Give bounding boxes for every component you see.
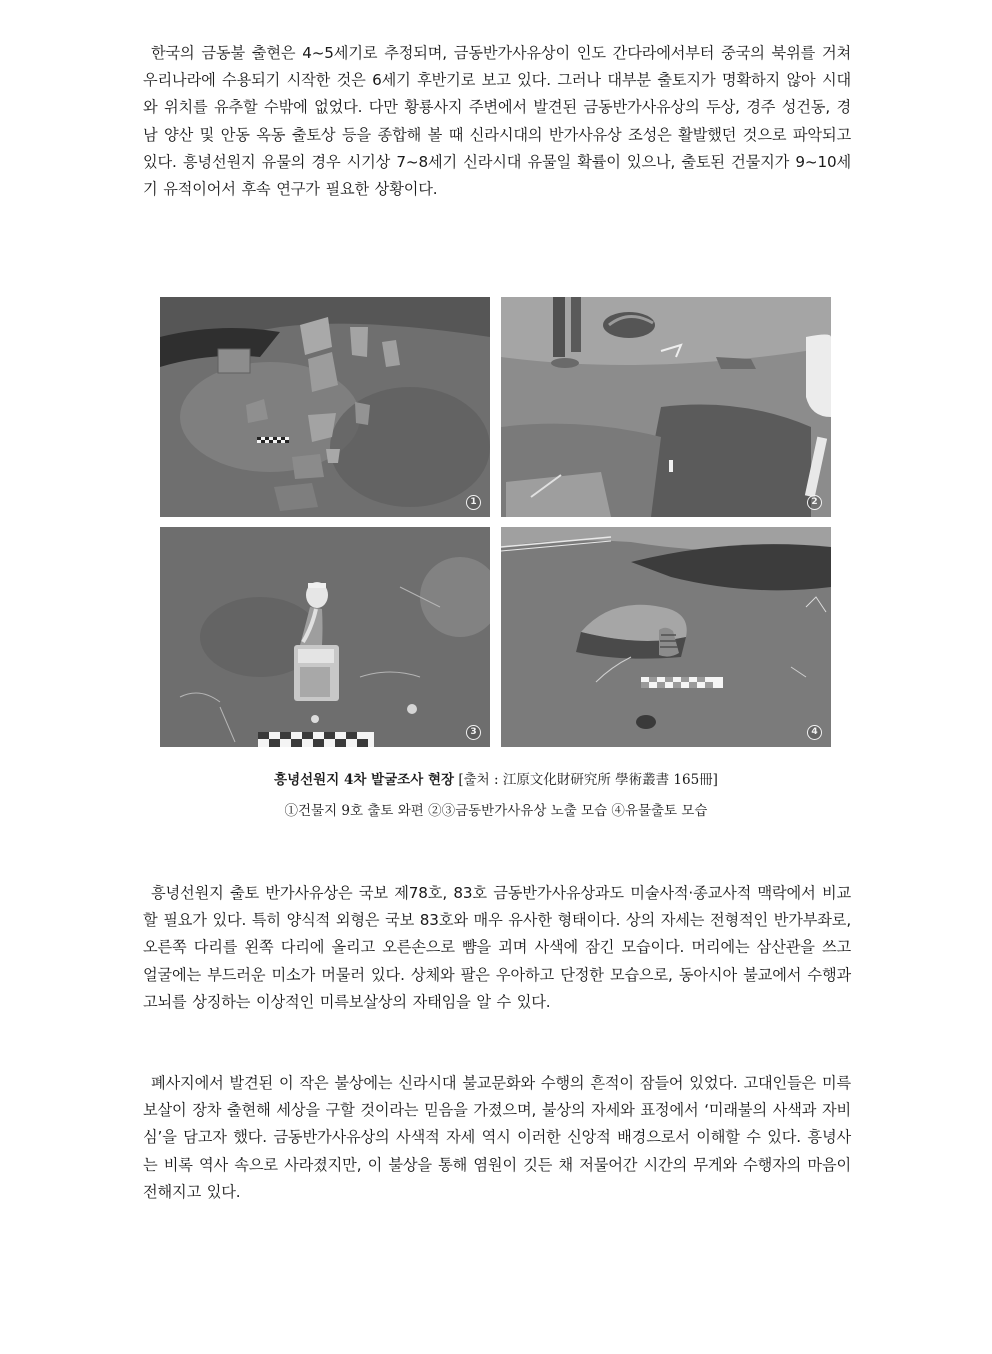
body-paragraph-2	[143, 880, 851, 1016]
excavation-photo-figure	[160, 297, 831, 747]
paragraph-text: 폐사지에서 발견된 이 작은 불상에는 신라시대 불교문화와 수행의 흔적이 잠들어 있었다. 고대인들은 미륵보살이 장차 출현해 세상을 구할 것이라는 믿음을 가졌으며, 불상의 자세와 표정에서 ‘미래불의 사색과 자비심’을 담고자 했다. 금동반가사유상의 사색적 자세 역시 이러한 신앙적 배경으로서 이해할 수 있다. 흥녕사는 비록 역사 속으로 사라졌지만, 이 불상을 통해 염원이 깃든 채 저물어간 시간의 무게와 수행자의 마음이 전해지고 있다.	[143, 1074, 851, 1201]
photo-image	[160, 527, 490, 747]
scale-bar	[641, 677, 723, 688]
photo-image	[160, 297, 490, 517]
scale-bar	[258, 732, 374, 747]
photo-image	[501, 297, 831, 517]
caption-title: 흥녕선원지 4차 발굴조사 현장	[274, 772, 455, 788]
caption-source: [출처 : 江原文化財研究所 學術叢書 165冊]	[458, 772, 718, 788]
figure-caption-legend	[0, 799, 992, 819]
paragraph-text: 흥녕선원지 출토 반가사유상은 국보 제78호, 83호 금동반가사유상과도 미술사적·종교사적 맥락에서 비교할 필요가 있다. 특히 양식적 외형은 국보 83호와 매우 유사한 형태이다. 상의 자세는 전형적인 반가부좌로, 오른쪽 다리를 왼쪽 다리에 올리고 오른손으로 뺨을 괴며 사색에 잠긴 모습이다. 머리에는 삼산관을 쓰고 얼굴에는 부드러운 미소가 머물러 있다. 상체와 팔은 우아하고 단정한 모습으로, 동아시아 불교에서 수행과 고뇌를 상징하는 이상적인 미륵보살상의 자태임을 알 수 있다.	[143, 884, 851, 1011]
photo-excavation-site	[501, 297, 831, 517]
figure-caption	[0, 768, 992, 788]
body-paragraph-3	[143, 1070, 851, 1206]
photo-number-badge: 2	[807, 495, 822, 510]
photo-artifact-in-situ	[501, 527, 831, 747]
photo-pensive-bodhisattva-exposed	[160, 527, 490, 747]
photo-number-badge: 4	[807, 725, 822, 740]
paragraph-text: 한국의 금동불 출현은 4~5세기로 추정되며, 금동반가사유상이 인도 간다라에서부터 중국의 북위를 거쳐 우리나라에 수용되기 시작한 것은 6세기 후반기로 보고 있다. 그러나 대부분 출토지가 명확하지 않아 시대와 위치를 유추할 수밖에 없었다. 다만 황룡사지 주변에서 발견된 금동반가사유상의 두상, 경주 성건동, 경남 양산 및 안동 옥동 출토상 등을 종합해 볼 때 신라시대의 반가사유상 조성은 활발했던 것으로 파악되고 있다. 흥녕선원지 유물의 경우 시기상 7~8세기 신라시대 유물일 확률이 있으나, 출토된 건물지가 9~10세기 유적이어서 후속 연구가 필요한 상황이다.	[143, 44, 851, 199]
scale-bar	[257, 437, 289, 443]
photo-number-badge: 3	[466, 725, 481, 740]
photo-roof-tile-fragments	[160, 297, 490, 517]
photo-image	[501, 527, 831, 747]
caption-legend: ①건물지 9호 출토 와편 ②③금동반가사유상 노출 모습 ④유물출토 모습	[284, 803, 708, 819]
body-paragraph-1	[143, 40, 851, 203]
photo-number-badge: 1	[466, 495, 481, 510]
